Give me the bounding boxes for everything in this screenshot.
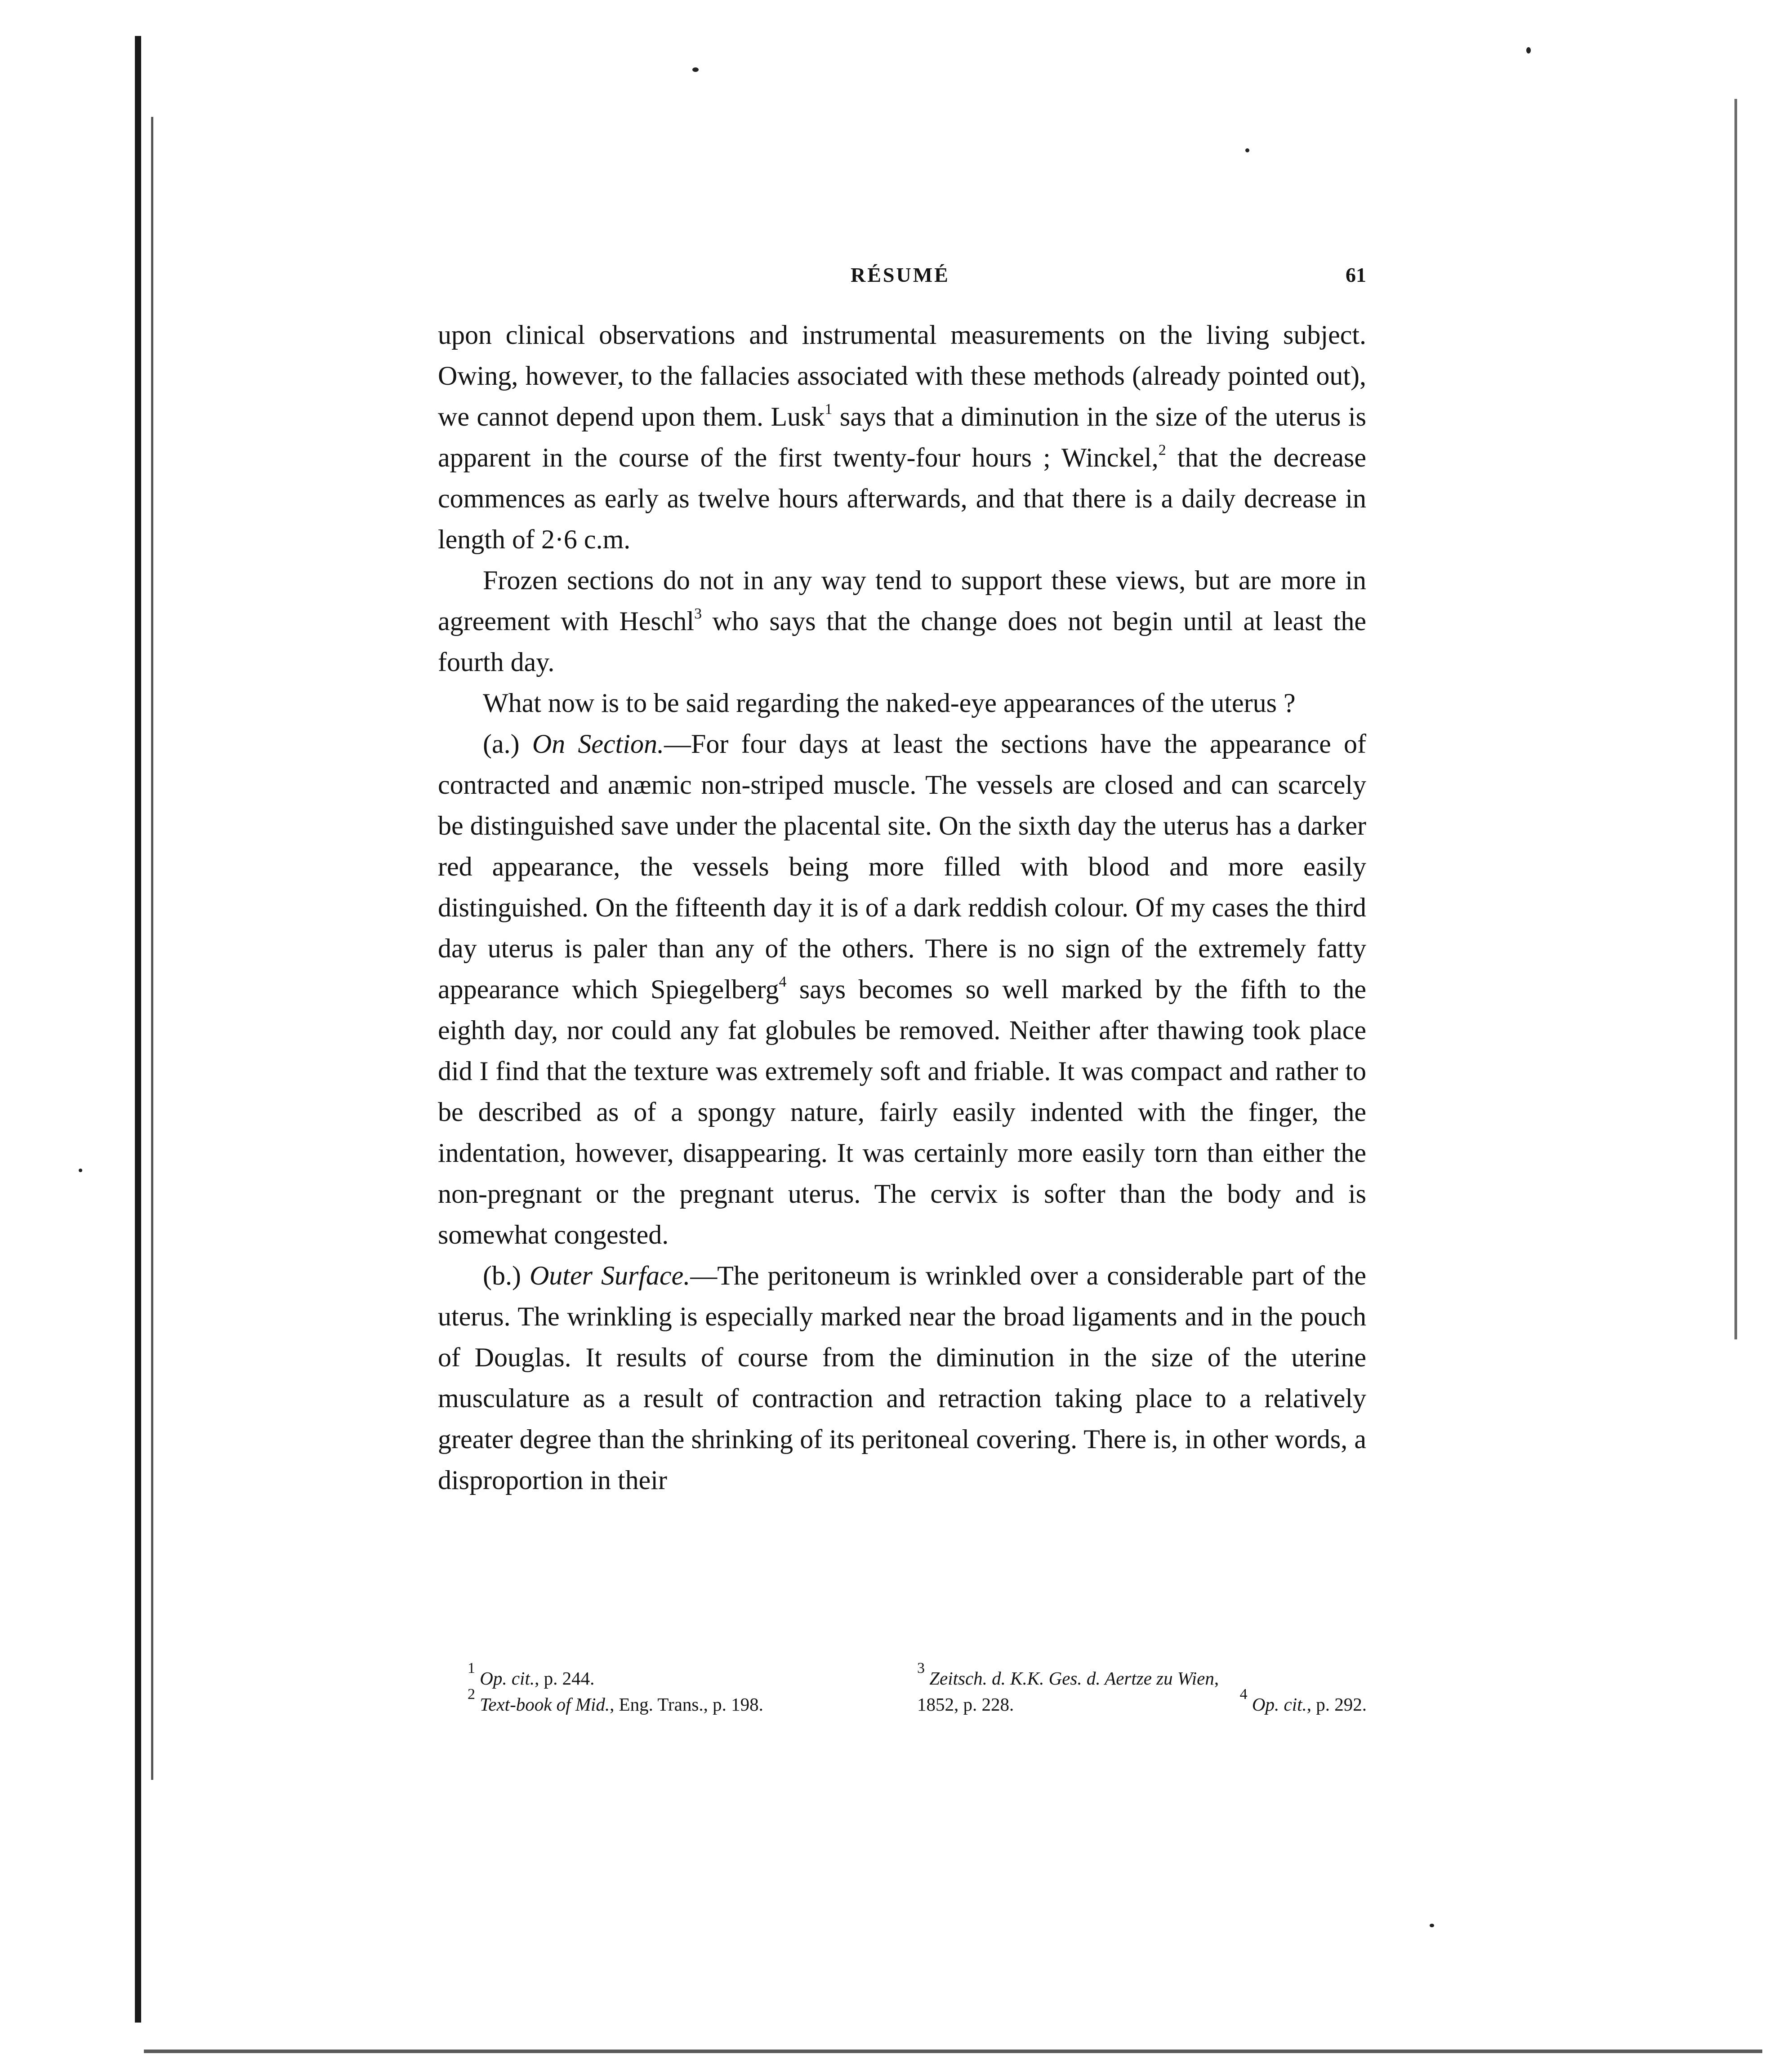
scan-speck <box>1526 47 1531 53</box>
page-number: 61 <box>1346 263 1366 286</box>
scan-speck <box>1245 148 1249 152</box>
scan-speck <box>79 1169 82 1172</box>
body-text <box>438 315 1366 1501</box>
paragraph: What now is to be said regarding the naked-eye appearances of the uterus ? <box>483 688 1296 718</box>
footnote-2: $^2$ Text-book of Mid., Eng. Trans., p. 198. <box>468 1686 763 1715</box>
italic-text: Outer Surface. <box>529 1261 691 1290</box>
footnote-marker: 4 <box>1239 1686 1248 1703</box>
footnote-row <box>917 1686 1367 1717</box>
footnotes-right-column <box>917 1660 1367 1717</box>
footnote-1: $^1$ Op. cit., p. 244. <box>468 1660 595 1689</box>
paragraph: upon clinical observations and instrumental measurements on the living subject. Owing, however, to the fallacies associated with these methods (already pointed out), we cannot depend upon them. Lusk$^1$ says that a diminution in the size of the uterus is apparent in the course of the first twenty-four hours ; Winckel,$^2$ that the decrease commences as early as twelve hours afterwards, and that there is a daily decrease in length of 2·6 c.m. <box>438 320 1367 554</box>
paragraph: (b.) Outer Surface.—The peritoneum is wrinkled over a considerable part of the uterus. The wrinkling is especially marked near the broad ligaments and in the pouch of Douglas. It results of course from the diminution in the size of the uterine musculature as a result of contraction and retraction taking place to a relatively greater degree than the shrinking of its peritoneal covering. There is, in other words, a disproportion in their <box>438 1261 1367 1495</box>
footnote-marker: 3 <box>917 1660 925 1676</box>
left-binding-edge <box>135 36 141 2023</box>
italic-text: On Section. <box>532 729 664 759</box>
footnote-marker: 1 <box>825 401 833 418</box>
footnote-marker: 1 <box>468 1660 475 1676</box>
italic-text: Op. cit. <box>1252 1694 1307 1715</box>
bottom-page-edge <box>144 2050 1762 2053</box>
footnotes-left-column <box>468 1660 899 1717</box>
footnote-marker: 3 <box>694 605 702 622</box>
paragraph: (a.) On Section.—For four days at least the sections have the appearance of contracted and anæmic non-striped muscle. The vessels are closed and can scarcely be distinguished save under the placental site. On the sixth day the uterus has a darker red appearance, the vessels being more filled with blood and more easily distinguished. On the fifteenth day it is of a dark reddish colour. Of my cases the third day uterus is paler than any of the others. There is no sign of the extremely fatty appearance which Spiegelberg$^4$ says becomes so well marked by the fifth to the eighth day, nor could any fat globules be removed. Neither after thawing took place did I find that the texture was extremely soft and friable. It was compact and rather to be described as of a spongy nature, fairly easily indented with the finger, the indentation, however, disappearing. It was certainly more easily torn than either the non-pregnant or the pregnant uterus. The cervix is softer than the body and is somewhat congested. <box>438 729 1366 1249</box>
footnote-marker: 2 <box>1158 442 1166 458</box>
footnote-4: $^4$ Op. cit., p. 292. <box>1239 1686 1367 1715</box>
scan-speck <box>1430 1924 1434 1927</box>
italic-text: Zeitsch. d. K.K. Ges. d. Aertze zu Wien <box>929 1668 1214 1689</box>
footnote-3-continued: 1852, p. 228. <box>917 1694 1014 1715</box>
italic-text: Op. cit. <box>480 1668 535 1689</box>
left-binding-shadow <box>151 117 153 1780</box>
paragraph: Frozen sections do not in any way tend to support these views, but are more in agreement with Heschl$^3$ who says that the change does not begin until at least the fourth day. <box>438 565 1366 677</box>
footnote-3: $^3$ Zeitsch. d. K.K. Ges. d. Aertze zu Wien, <box>917 1660 1219 1689</box>
footnote-marker: 4 <box>779 974 787 990</box>
right-page-edge <box>1734 99 1737 1339</box>
italic-text: Text-book of Mid. <box>480 1694 610 1715</box>
running-head: RÉSUMÉ <box>851 263 950 286</box>
page-header <box>438 263 1366 299</box>
scan-speck <box>692 67 699 72</box>
footnote-marker: 2 <box>468 1686 475 1703</box>
